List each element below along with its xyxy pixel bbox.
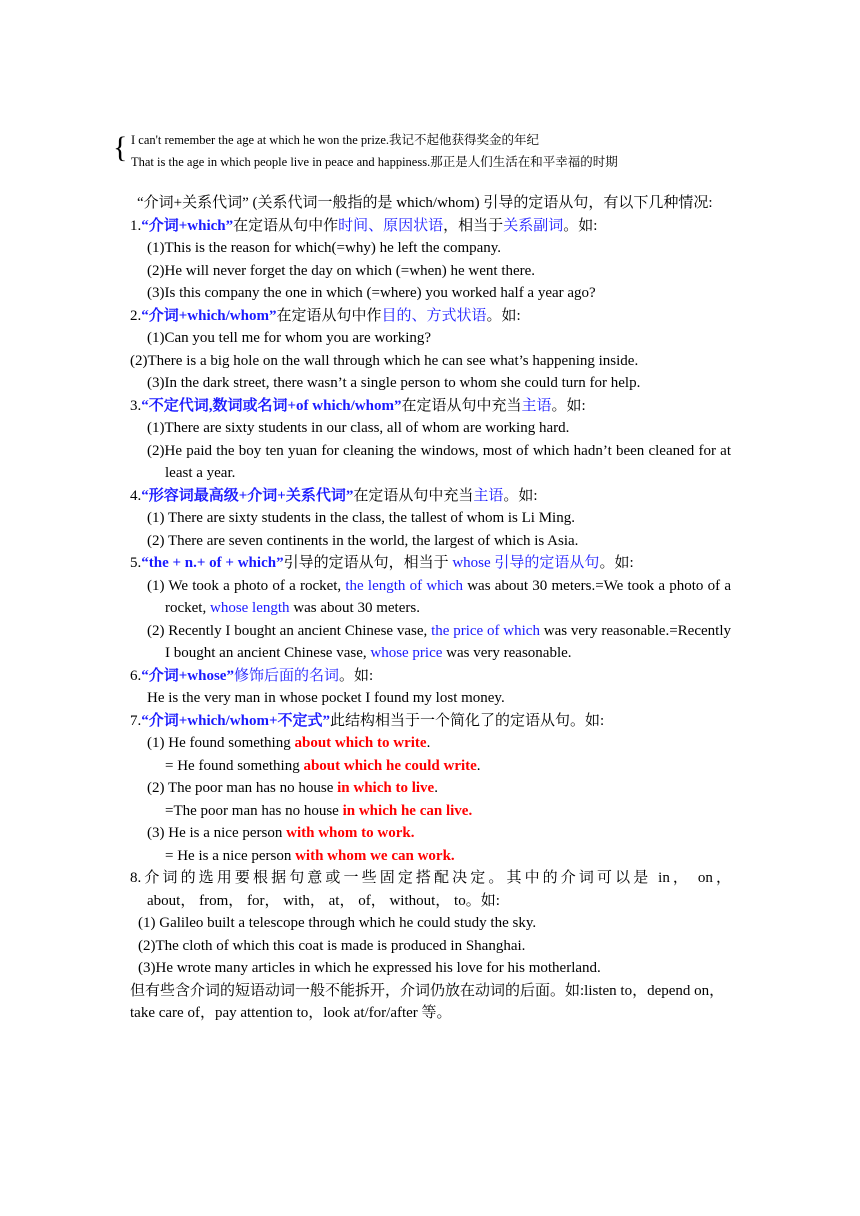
equivalent-highlight: 关系副词 [503,217,564,234]
heading-text: ，相当于 [443,217,504,234]
example-line: (1)This is the reason for which(=why) he left the company. [147,240,502,256]
example-text: . [434,780,438,796]
example-text: . [426,735,431,751]
section-1-heading [130,215,731,238]
example-line [130,800,731,823]
section-number: 6. [130,667,142,684]
closing-paragraph: 但有些含介词的短语动词一般不能拆开，介词仍放在动词的后面。如:listen to，depend on， take care of，pay attention to，look at/for/after 等。 [130,982,725,1021]
heading-text: 在定语从句中作 [233,217,339,234]
example-text: was very reasonable.=Recently I bought an ancient Chinese vase, [165,622,731,661]
example-line [130,732,731,755]
example-text: (1) We took a photo of a rocket, [147,577,346,594]
section-7-heading [130,710,731,733]
example-text: =The poor man has no house [165,802,343,819]
section-number: 7. [130,712,142,729]
example-sentence-2: That is the age in which people live in peace and happiness.那正是人们生活在和平幸福的时期 [131,155,618,169]
example-line: (3)Is this company the one in which (=where) you worked half a year ago? [147,285,596,301]
section-8-heading-continued: about， from， for， with， at， of， without， to。如: [147,892,500,909]
example-line: (2)He paid the boy ten yuan for cleaning the windows, most of which hadn’t been cleaned for at least a year. [147,442,731,481]
example-line: (2) There are seven continents in the world, the largest of which is Asia. [147,532,579,549]
heading-text: 。如: [563,217,598,234]
section-term: “不定代词,数词或名词+of which/whom” [141,397,402,414]
role-highlight: 时间、原因状语 [338,217,444,234]
section-term: “介词+which/whom+不定式” [141,712,331,729]
example-line [130,845,731,868]
example-highlight: in which to live [337,780,435,796]
example-line [130,777,731,800]
example-highlight: about which to write [294,735,427,751]
example-line [130,755,731,778]
section-6-heading [130,665,731,688]
example-line [130,822,731,845]
section-2-heading [130,305,731,328]
brace-bracket: { [113,131,128,164]
example-line: (1)Can you tell me for whom you are working? [147,330,432,346]
example-line: (1) Galileo built a telescope through which he could study the sky. [138,915,537,931]
example-highlight: the length of which [345,577,463,594]
section-8-heading: 8.介词的选用要根据句意或一些固定搭配决定。其中的介词可以是 in， on， [130,870,731,886]
section-term: “介词+which” [141,217,234,234]
heading-text: 。如: [486,307,521,324]
example-text: was about 30 meters. [289,600,420,616]
heading-text: 引导的定语从句，相当于 [283,555,453,571]
role-highlight: 修饰后面的名词 [233,667,339,684]
example-line [130,575,731,620]
heading-text: 。如: [551,397,586,414]
section-number: 4. [130,487,142,504]
example-line: (1)There are sixty students in our class, all of whom are working hard. [147,420,570,436]
heading-text: 。如: [503,487,538,504]
example-highlight: in which he can live. [342,802,473,819]
section-term: “介词+which/whom” [141,307,277,324]
example-highlight: whose length [209,600,290,616]
heading-text: 在定语从句中充当 [353,487,474,504]
section-term: “介词+whose” [141,667,234,684]
example-highlight: with whom to work. [286,825,415,841]
example-highlight: the price of which [431,622,540,639]
example-line: (2)He will never forget the day on which (=when) he went there. [147,262,536,279]
example-text: was about 30 meters.=We took a photo of a rocket, [165,577,731,616]
example-text: = He is a nice person [165,847,296,864]
section-3-heading [130,395,731,418]
example-text: (1) He found something [147,735,295,751]
role-highlight: 目的、方式状语 [381,307,487,324]
grammar-notes [130,192,731,1025]
equivalent-highlight: whose 引导的定语从句 [452,555,600,571]
heading-text: 在定语从句中作 [276,307,382,324]
section-4-heading [130,485,731,508]
heading-text: 。如: [338,667,374,684]
example-text: (2) Recently I bought an ancient Chinese vase, [147,622,432,639]
example-line: (2)There is a big hole on the wall through which he can see what’s happening inside. [130,352,639,369]
role-highlight: 主语 [473,487,504,504]
section-number: 2. [130,307,142,324]
example-text: (2) The poor man has no house [147,780,338,796]
example-line [130,620,731,665]
role-highlight: 主语 [521,397,552,414]
section-term: “形容词最高级+介词+关系代词” [141,487,354,504]
example-highlight: with whom we can work. [295,847,455,864]
example-text: = He found something [165,757,304,774]
section-number: 3. [130,397,142,414]
example-text: (3) He is a nice person [147,825,287,841]
heading-text: 。如: [599,555,634,571]
example-sentence-1: I can't remember the age at which he won the prize.我记不起他获得奖金的年纪 [131,133,540,147]
example-text: . [476,757,481,774]
example-line: (2)The cloth of which this coat is made is produced in Shanghai. [138,937,526,954]
section-number: 5. [130,555,142,571]
intro-paragraph: “介词+关系代词” (关系代词一般指的是 which/whom) 引导的定语从句，有以下几种情况: [137,195,713,211]
section-number: 1. [130,217,142,234]
example-highlight: whose price [370,645,443,661]
example-line: (1) There are sixty students in the class, the tallest of whom is Li Ming. [147,510,575,526]
example-text: was very reasonable. [442,645,572,661]
heading-text: 在定语从句中充当 [401,397,522,414]
example-line: (3)In the dark street, there wasn’t a single person to whom she could turn for help. [147,375,641,391]
example-highlight: about which he could write [303,757,477,774]
example-line: (3)He wrote many articles in which he expressed his love for his motherland. [138,960,601,976]
section-5-heading [130,552,731,575]
heading-text: 此结构相当于一个简化了的定语从句。如: [330,712,605,729]
example-line: He is the very man in whose pocket I found my lost money. [147,690,505,706]
section-term: “the + n.+ of + which” [141,555,284,571]
